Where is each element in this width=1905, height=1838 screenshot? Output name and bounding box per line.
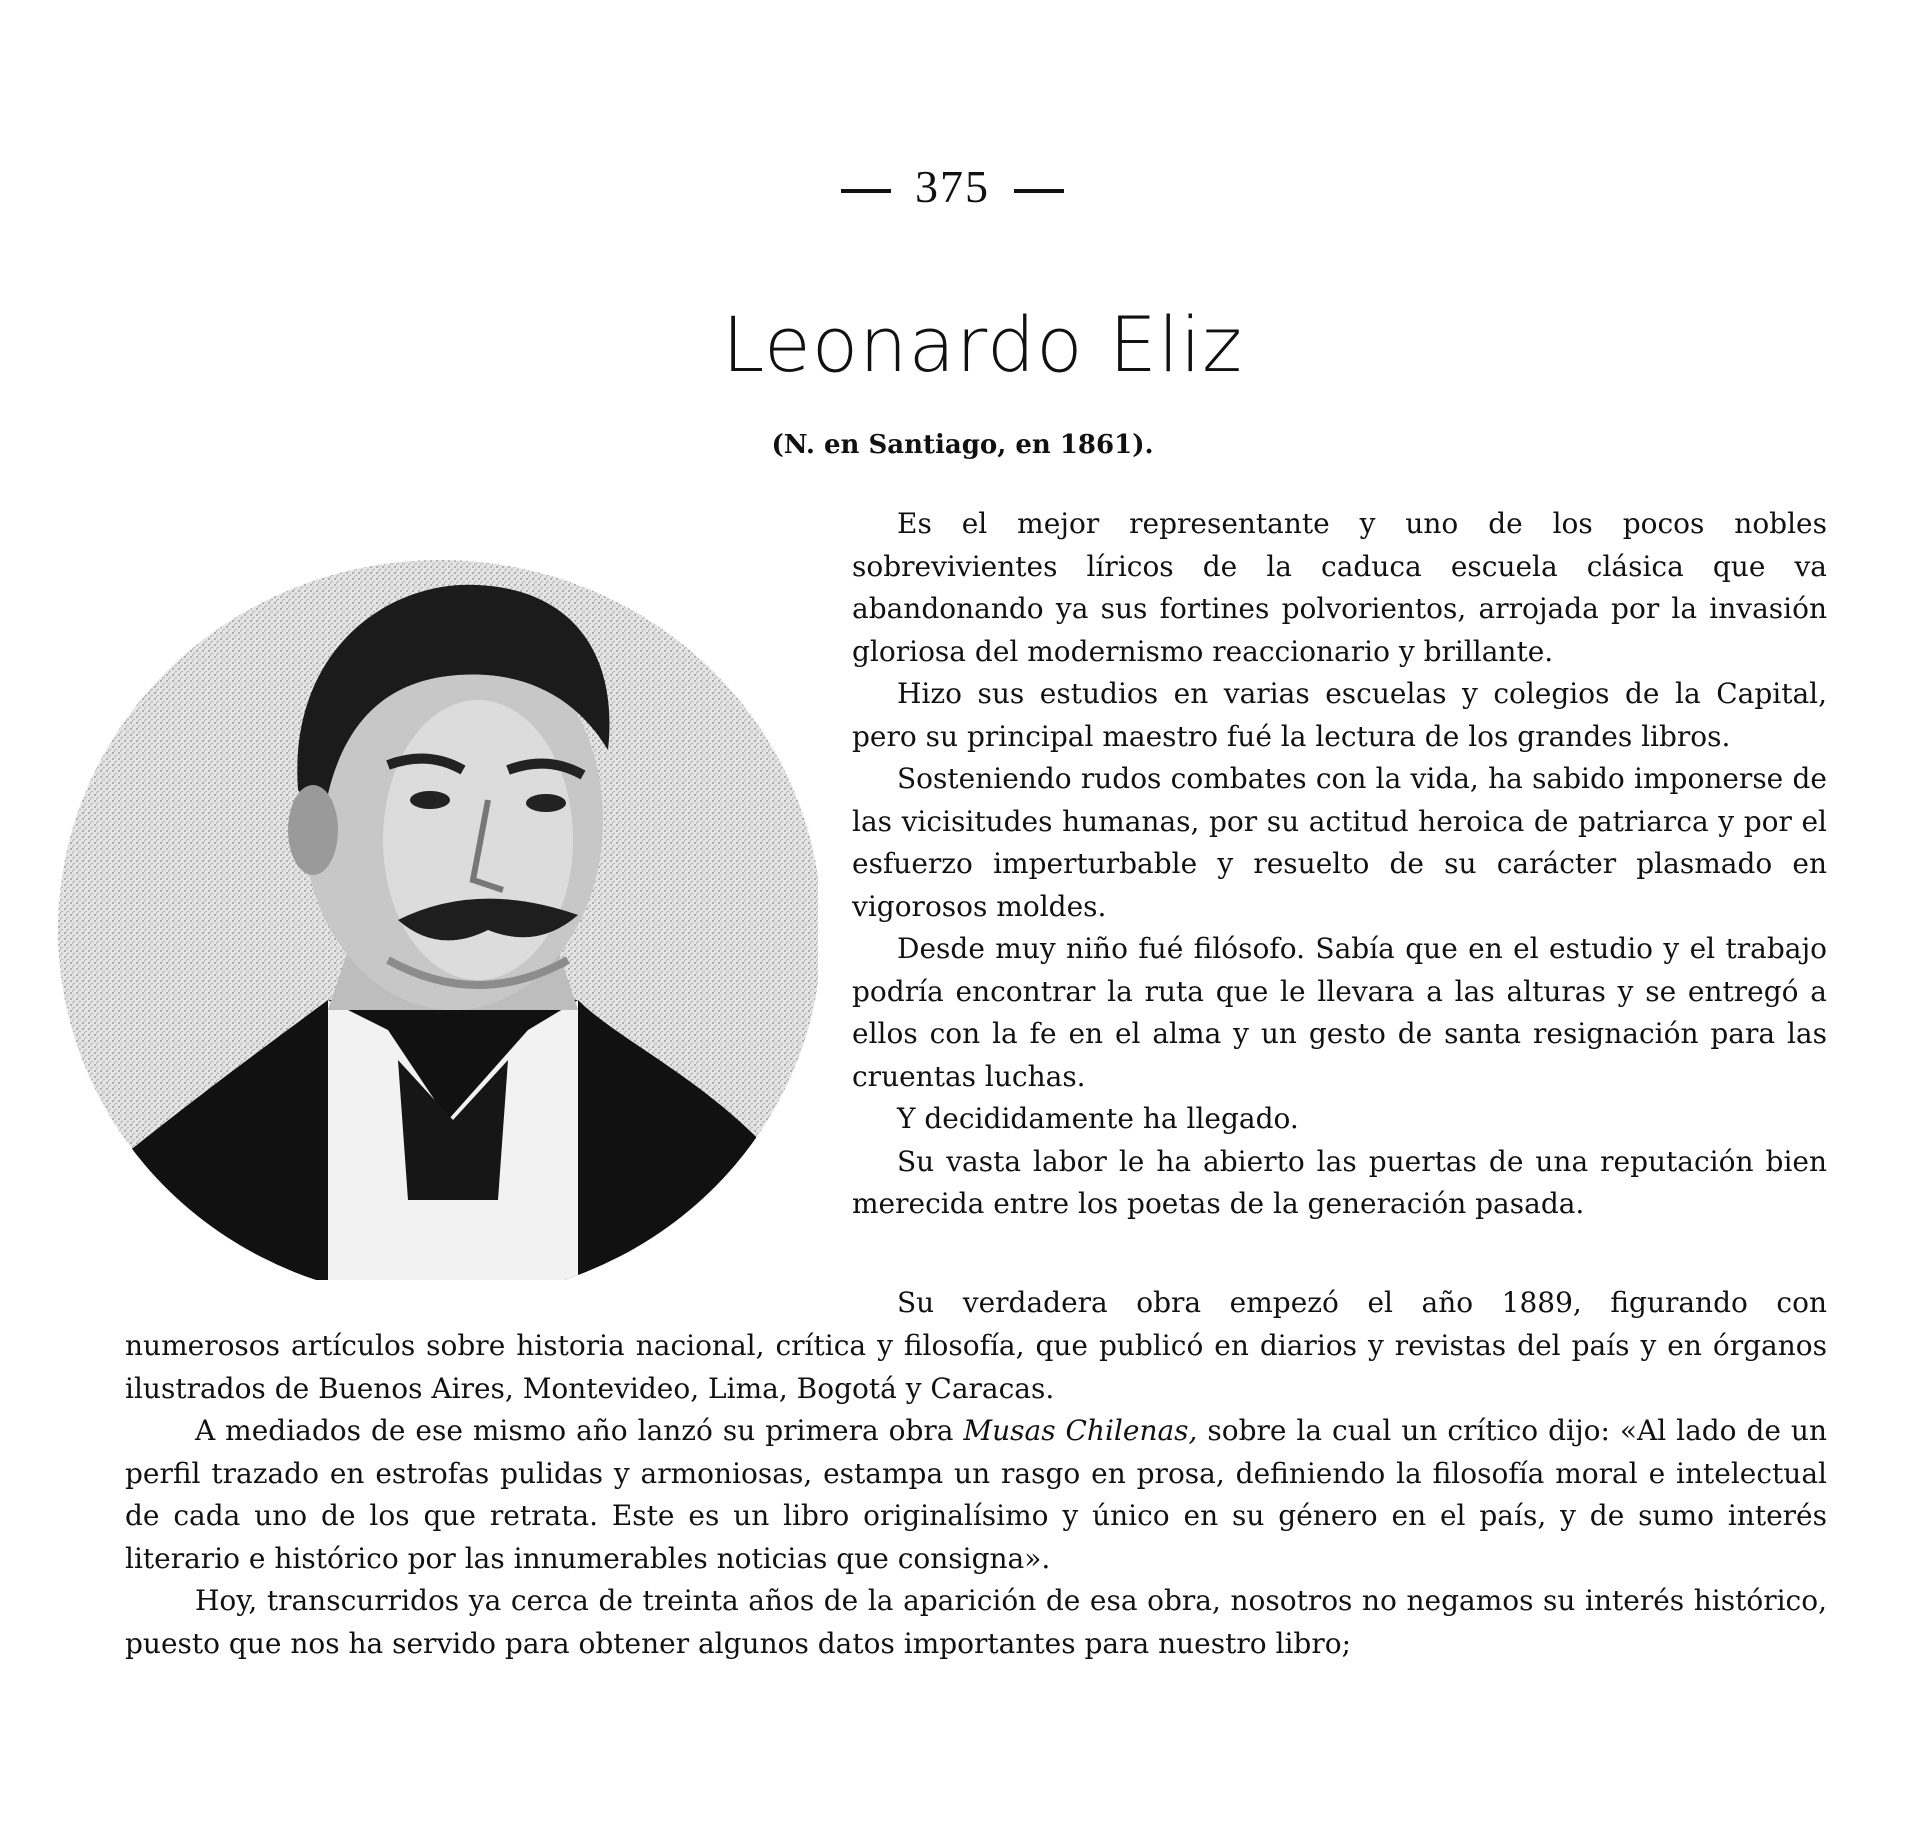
book-title: Musas Chilenas,	[963, 1414, 1198, 1447]
paragraph: Es el mejor representante y uno de los pocos nobles sobrevivientes líricos de la caduca escuela clásica que va abandonando ya sus fortines polvorientos, arrojada por la invasión gloriosa del modernismo reaccionario y brillante.	[852, 507, 1827, 668]
article-column	[852, 503, 1827, 1226]
page-title: Leonardo Eliz	[722, 300, 1243, 389]
paragraph: Hizo sus estudios en varias escuelas y colegios de la Capital, pero su principal maestro fué la lectura de los grandes libros.	[852, 677, 1827, 753]
paragraph-text: A mediados de ese mismo año lanzó su primera obra	[195, 1414, 964, 1447]
dash-left	[841, 189, 891, 193]
paragraph: Sosteniendo rudos combates con la vida, ha sabido imponerse de las vicisitudes humanas, por su actitud heroica de patriarca y por el esfuerzo imperturbable y resuelto de su carácter plasmado en vigorosos moldes.	[852, 762, 1827, 923]
paragraph	[125, 1410, 1827, 1580]
dash-right	[1014, 189, 1064, 193]
paragraph-continuation: numerosos artículos sobre historia nacional, crítica y filosofía, que publicó en diarios y revistas del país y en órganos ilustrados de Buenos Aires, Montevideo, Lima, Bogotá y Caracas.	[125, 1329, 1827, 1405]
paragraph: Y decididamente ha llegado.	[897, 1102, 1299, 1135]
paragraph: Su vasta labor le ha abierto las puertas de una reputación bien merecida entre los poetas de la generación pasada.	[852, 1144, 1827, 1220]
page-subtitle: (N. en Santiago, en 1861).	[771, 430, 1154, 460]
paragraph: Desde muy niño fué filósofo. Sabía que en el estudio y el trabajo podría encontrar la ruta que le llevara a las alturas y se entregó a ellos con la fe en el alma y un gesto de santa resignación para las cruentas luchas.	[852, 932, 1827, 1093]
page-number	[0, 160, 1905, 213]
page-number-value: 375	[915, 161, 990, 212]
paragraph-first-line: Su verdadera obra empezó el año 1889, figurando con	[897, 1286, 1827, 1319]
paragraph-text: sobre la cual un crítico dijo: «Al lado de un perfil trazado en estrofas pulidas y armoniosas, estampa un rasgo en prosa, definiendo la filosofía moral e intelectual de cada uno de los que retrata. Este es un libro originalísimo y único en su género en el país, y de sumo interés literario e histórico por las innumerables noticias que consigna».	[125, 1414, 1827, 1575]
article-full-width	[125, 1325, 1827, 1665]
paragraph: Hoy, transcurridos ya cerca de treinta años de la aparición de esa obra, nosotros no negamos su interés histórico, puesto que nos ha servido para obtener algunos datos importantes para nuestro libro;	[125, 1584, 1827, 1660]
portrait-photo-icon	[58, 560, 818, 1280]
